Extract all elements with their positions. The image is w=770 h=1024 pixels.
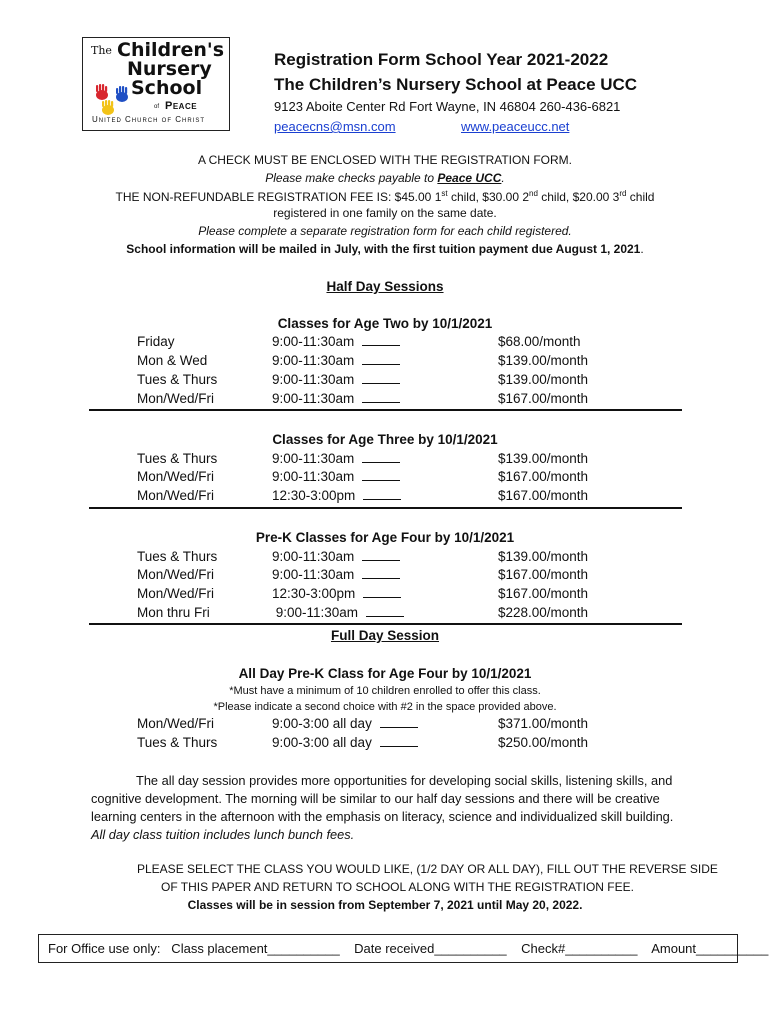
selection-blank[interactable] — [362, 567, 400, 579]
full-day-price-2: $250.00/month — [498, 735, 589, 750]
full-day-note-2: *Please indicate a second choice with #2 in the space provided above. — [213, 701, 557, 713]
description-line-2: cognitive development. The morning will be similar to our half day sessions and there will be creative — [91, 791, 660, 806]
age-two-price-4: $167.00/month — [498, 391, 589, 406]
age-two-time-1: 9:00-11:30am — [272, 334, 400, 349]
full-day-title: All Day Pre-K Class for Age Four by 10/1/2021 — [238, 666, 532, 681]
logo-peace: Peace — [165, 100, 198, 112]
age-two-days-3: Tues & Thurs — [137, 372, 218, 387]
age-four-price-4: $228.00/month — [498, 605, 589, 620]
full-day-time-2: 9:00-3:00 all day — [272, 735, 418, 750]
age-two-price-1: $68.00/month — [498, 334, 581, 349]
age-three-time-3: 12:30-3:00pm — [272, 488, 401, 503]
separate-form-notice: Please complete a separate registration form for each child registered. — [198, 224, 572, 238]
selection-blank[interactable] — [362, 549, 400, 561]
selection-blank[interactable] — [362, 353, 400, 365]
instructions-line-1: PLEASE SELECT THE CLASS YOU WOULD LIKE, (1/2 DAY OR ALL DAY), FILL OUT THE REVERSE SIDE — [137, 862, 718, 876]
full-day-days-1: Mon/Wed/Fri — [137, 716, 215, 731]
age-three-price-1: $139.00/month — [498, 451, 589, 466]
selection-blank[interactable] — [363, 586, 401, 598]
instructions-line-2: OF THIS PAPER AND RETURN TO SCHOOL ALONG WITH THE REGISTRATION FEE. — [161, 880, 634, 894]
age-four-days-3: Mon/Wed/Fri — [137, 586, 215, 601]
school-address: 9123 Aboite Center Rd Fort Wayne, IN 46804 260-436-6821 — [274, 99, 621, 114]
selection-blank[interactable] — [363, 488, 401, 500]
form-title: Registration Form School Year 2021-2022 — [274, 50, 609, 69]
age-four-time-2: 9:00-11:30am — [272, 567, 400, 582]
mail-notice-end: . — [640, 242, 644, 256]
fee-notice — [0, 189, 770, 204]
age-four-time-3: 12:30-3:00pm — [272, 586, 401, 601]
age-two-days-2: Mon & Wed — [137, 353, 208, 368]
mail-notice-text: School information will be mailed in July, with the first tuition payment due August 1, 2021 — [126, 242, 641, 256]
office-use-box — [38, 934, 769, 963]
age-three-time-1: 9:00-11:30am — [272, 451, 400, 466]
selection-blank[interactable] — [362, 469, 400, 481]
logo-the: The — [91, 44, 112, 57]
age-two-price-3: $139.00/month — [498, 372, 589, 387]
payable-text: Please make checks payable to — [265, 171, 438, 185]
payable-notice — [0, 171, 770, 185]
description — [91, 772, 691, 844]
age-four-price-1: $139.00/month — [498, 549, 589, 564]
blue-hand-icon — [116, 86, 128, 102]
half-day-heading: Half Day Sessions — [326, 279, 444, 294]
full-day-price-1: $371.00/month — [498, 716, 589, 731]
age-four-days-4: Mon thru Fri — [137, 605, 210, 620]
selection-blank[interactable] — [362, 334, 400, 346]
logo-church: United Church of Christ — [92, 115, 205, 124]
age-two-time-2: 9:00-11:30am — [272, 353, 400, 368]
red-hand-icon — [96, 84, 108, 100]
age-two-days-1: Friday — [137, 334, 175, 349]
age-three-title: Classes for Age Three by 10/1/2021 — [272, 432, 498, 447]
fee-sup-1: st — [441, 189, 448, 198]
office-use-text: For Office use only: Class placement__________ Date received__________ Check#__________ Amount__________ — [48, 941, 769, 956]
age-three-days-3: Mon/Wed/Fri — [137, 488, 215, 503]
age-two-title: Classes for Age Two by 10/1/2021 — [277, 316, 493, 331]
age-two-days-4: Mon/Wed/Fri — [137, 391, 215, 406]
email-link[interactable]: peacecns@msn.com — [274, 119, 396, 134]
description-line-3: learning centers in the afternoon with the emphasis on literacy, science and individualized skill building. — [91, 809, 674, 824]
fee-text-1: THE NON-REFUNDABLE REGISTRATION FEE IS: $45.00 1 — [115, 190, 442, 204]
selection-blank[interactable] — [380, 716, 418, 728]
full-day-note-1: *Must have a minimum of 10 children enrolled to offer this class. — [229, 685, 541, 697]
check-notice: A CHECK MUST BE ENCLOSED WITH THE REGISTRATION FORM. — [197, 153, 573, 167]
selection-blank[interactable] — [366, 605, 404, 617]
full-day-time-1: 9:00-3:00 all day — [272, 716, 418, 731]
yellow-hand-icon — [102, 100, 114, 115]
selection-blank[interactable] — [362, 451, 400, 463]
age-two-time-3: 9:00-11:30am — [272, 372, 400, 387]
logo-line-2: Nursery — [127, 58, 212, 80]
description-line-1: The all day session provides more opportunities for developing social skills, listening skills, and — [136, 773, 673, 788]
age-three-price-2: $167.00/month — [498, 469, 589, 484]
age-two-price-2: $139.00/month — [498, 353, 589, 368]
full-day-days-2: Tues & Thurs — [137, 735, 218, 750]
full-day-heading: Full Day Session — [330, 628, 440, 643]
mail-notice — [0, 242, 770, 256]
age-three-days-2: Mon/Wed/Fri — [137, 469, 215, 484]
age-four-price-3: $167.00/month — [498, 586, 589, 601]
school-logo — [82, 37, 230, 131]
age-four-time-4: 9:00-11:30am — [272, 605, 404, 620]
divider — [89, 409, 682, 411]
payable-end: . — [501, 171, 505, 185]
description-line-4: All day class tuition includes lunch bunch fees. — [91, 827, 355, 842]
age-three-price-3: $167.00/month — [498, 488, 589, 503]
age-four-time-1: 9:00-11:30am — [272, 549, 400, 564]
age-two-time-4: 9:00-11:30am — [272, 391, 400, 406]
payee-name: Peace UCC — [437, 171, 502, 185]
divider — [89, 507, 682, 509]
age-four-title: Pre-K Classes for Age Four by 10/1/2021 — [255, 530, 515, 545]
logo-line-3: School — [131, 77, 203, 99]
family-notice: registered in one family on the same date. — [273, 206, 497, 220]
age-four-days-2: Mon/Wed/Fri — [137, 567, 215, 582]
age-three-time-2: 9:00-11:30am — [272, 469, 400, 484]
fee-sup-3: rd — [619, 189, 627, 198]
logo-of: of — [154, 104, 160, 110]
selection-blank[interactable] — [380, 735, 418, 747]
logo-line-1: Children's — [117, 39, 225, 61]
divider — [89, 623, 682, 625]
age-three-days-1: Tues & Thurs — [137, 451, 218, 466]
age-four-days-1: Tues & Thurs — [137, 549, 218, 564]
fee-text-2: child, $30.00 2 — [447, 190, 530, 204]
website-link[interactable]: www.peaceucc.net — [461, 119, 570, 134]
handprints-icon — [93, 82, 133, 116]
fee-text-3: child, $20.00 3 — [537, 190, 620, 204]
fee-sup-2: nd — [529, 189, 538, 198]
fee-text-4: child — [626, 190, 655, 204]
school-name: The Children’s Nursery School at Peace UCC — [274, 75, 638, 94]
age-four-price-2: $167.00/month — [498, 567, 589, 582]
selection-blank[interactable] — [362, 372, 400, 384]
session-dates: Classes will be in session from September 7, 2021 until May 20, 2022. — [187, 898, 583, 912]
selection-blank[interactable] — [362, 391, 400, 403]
